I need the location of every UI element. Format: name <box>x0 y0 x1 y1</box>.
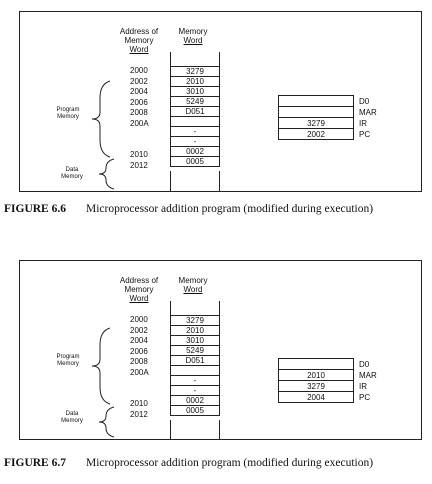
register-value <box>279 96 354 107</box>
memory-column-header: Memory Word <box>178 276 208 294</box>
address-label: 2012 <box>130 160 148 170</box>
register-value: 3279 <box>279 381 354 392</box>
register-name: MAR <box>359 107 377 117</box>
caption-text: Microprocessor addition program (modified during execution) <box>85 457 374 469</box>
memory-column-line-bottom <box>170 171 171 192</box>
address-label: 2012 <box>130 409 148 419</box>
memory-cell: 5249 <box>171 97 220 107</box>
figure-number: FIGURE 6.6 <box>4 203 66 215</box>
memory-word-table <box>170 315 220 416</box>
memory-column-line-top <box>170 301 171 315</box>
register-value: 2004 <box>279 392 354 403</box>
register-name: D0 <box>359 96 370 106</box>
address-column-header: Address of Memory Word <box>119 276 159 303</box>
memory-cell <box>171 366 220 376</box>
memory-column-line-bottom <box>219 420 220 440</box>
memory-column-line-bottom <box>170 420 171 440</box>
figure-caption <box>4 457 373 469</box>
memory-cell: 3279 <box>171 67 220 77</box>
memory-cell: 0002 <box>171 396 220 406</box>
memory-column-header: Memory Word <box>178 27 208 45</box>
address-label: 2008 <box>130 108 148 117</box>
memory-cell: - <box>171 376 220 386</box>
address-label: 2010 <box>130 150 148 159</box>
figure-number: FIGURE 6.7 <box>4 457 66 469</box>
memory-cell: 3279 <box>171 316 220 326</box>
memory-cell: - <box>171 127 220 137</box>
register-value: 2002 <box>279 129 354 140</box>
data-memory-label: Data Memory <box>61 411 83 424</box>
memory-cell: 2010 <box>171 77 220 87</box>
register-value <box>279 107 354 118</box>
register-name: PC <box>359 392 371 402</box>
address-label: 2004 <box>130 336 148 345</box>
figure-6-6-diagram <box>19 11 422 192</box>
register-table <box>278 358 379 403</box>
address-label: 200A <box>130 367 149 377</box>
memory-column-line-top <box>219 52 220 66</box>
program-memory-brace <box>88 80 112 158</box>
memory-cell: 3010 <box>171 87 220 97</box>
memory-word-table <box>170 66 220 167</box>
address-column-header: Address of Memory Word <box>119 27 159 54</box>
address-label: 2006 <box>130 97 148 107</box>
register-name: D0 <box>359 359 370 369</box>
register-name: IR <box>359 118 367 128</box>
memory-cell: D051 <box>171 356 220 366</box>
register-value: 2010 <box>279 370 354 381</box>
address-label: 2010 <box>130 399 148 408</box>
register-table <box>278 95 379 140</box>
register-value: 3279 <box>279 118 354 129</box>
memory-cell: 2010 <box>171 326 220 336</box>
register-name: PC <box>359 129 371 139</box>
memory-column-line-top <box>219 301 220 315</box>
register-value <box>279 359 354 370</box>
address-label: 2004 <box>130 87 148 96</box>
memory-cell: 0002 <box>171 147 220 157</box>
data-memory-label: Data Memory <box>61 167 83 180</box>
address-label: 2008 <box>130 357 148 366</box>
program-memory-brace <box>88 327 112 405</box>
memory-cell: 0005 <box>171 157 220 167</box>
address-list <box>130 66 149 171</box>
address-label: 2002 <box>130 76 148 86</box>
address-label: 2000 <box>130 66 148 75</box>
program-memory-label: Program Memory <box>56 354 80 367</box>
memory-cell: - <box>171 137 220 147</box>
memory-cell: 0005 <box>171 406 220 416</box>
address-label: 2000 <box>130 315 148 324</box>
memory-cell <box>171 117 220 127</box>
program-memory-label: Program Memory <box>56 107 80 120</box>
memory-cell: D051 <box>171 107 220 117</box>
figure-caption <box>4 203 373 215</box>
address-list <box>130 315 149 420</box>
memory-cell: 3010 <box>171 336 220 346</box>
register-name: IR <box>359 381 367 391</box>
memory-cell: - <box>171 386 220 396</box>
data-memory-brace <box>96 406 116 438</box>
address-label: 2006 <box>130 346 148 356</box>
data-memory-brace <box>96 158 116 190</box>
memory-cell: 5249 <box>171 346 220 356</box>
address-label: 2002 <box>130 325 148 335</box>
register-name: MAR <box>359 370 377 380</box>
figure-6-7-diagram <box>19 260 422 440</box>
memory-column-line-bottom <box>219 171 220 192</box>
memory-column-line-top <box>170 52 171 66</box>
address-label: 200A <box>130 118 149 128</box>
caption-text: Microprocessor addition program (modified during execution) <box>85 203 374 215</box>
